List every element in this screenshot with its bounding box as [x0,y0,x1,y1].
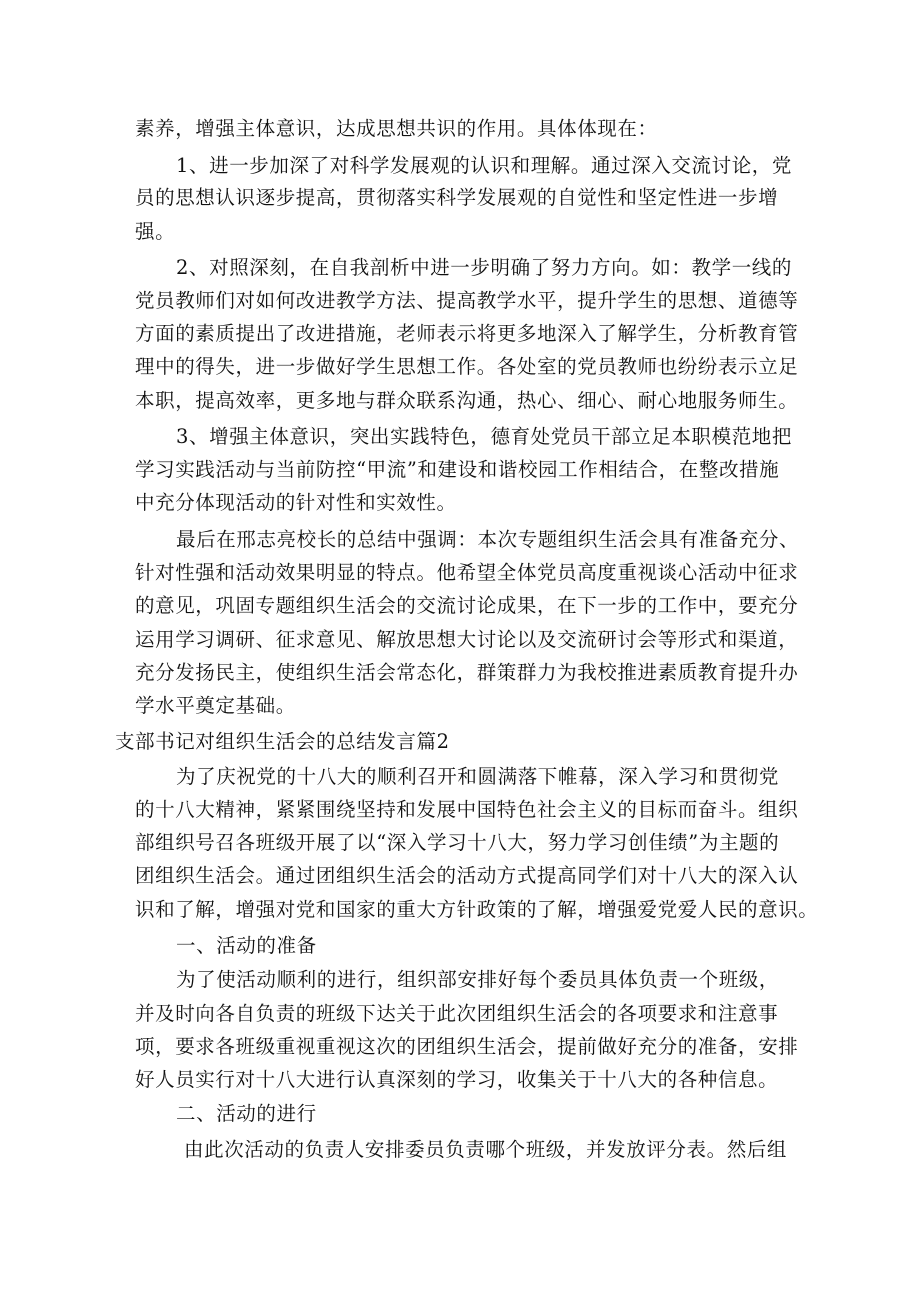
text-line: 学水平奠定基础。 [135,694,296,717]
text-line: 方面的素质提出了改进措施，老师表示将更多地深入了解学生，分析教育管 [135,322,799,345]
text-line: 3、增强主体意识，突出实践特色，德育处党员干部立足本职模范地把 [176,425,793,448]
text-line: 为了庆祝党的十八大的顺利召开和圆满落下帷幕，深入学习和贯彻党 [176,765,780,788]
text-line: 运用学习调研、征求意见、解放思想大讨论以及交流研讨会等形式和渠道， [135,628,799,651]
text-line: 学习实践活动与当前防控“甲流”和建设和谐校园工作相结合，在整改措施 [135,458,780,481]
text-line: 部组织号召各班级开展了以“深入学习十八大，努力学习创佳绩”为主题的 [135,831,780,854]
section-heading: 支部书记对组织生活会的总结发言篇2 [115,730,450,753]
text-line: 理中的得失，进一步做好学生思想工作。各处室的党员教师也纷纷表示立足 [135,355,799,378]
text-line: 中充分体现活动的针对性和实效性。 [135,491,457,514]
text-line: 素养，增强主体意识，达成思想共识的作用。具体体现在： [135,117,658,140]
text-line: 针对性强和活动效果明显的特点。他希望全体党员高度重视谈心活动中征求 [135,561,799,584]
text-line: 团组织生活会。通过团组织生活会的活动方式提高同学们对十八大的深入认 [135,864,799,887]
text-line: 的十八大精神，紧紧围绕坚持和发展中国特色社会主义的目标而奋斗。组织 [135,798,799,821]
text-line: 最后在邢志亮校长的总结中强调：本次专题组织生活会具有准备充分、 [176,528,800,551]
text-line: 强。 [135,220,176,243]
text-line: 好人员实行对十八大进行认真深刻的学习，收集关于十八大的各种信息。 [135,1068,779,1091]
text-line: 员的思想认识逐步提高，贯彻落实科学发展观的自觉性和坚定性进一步增 [135,186,779,209]
text-line: 并及时向各自负责的班级下达关于此次团组织生活会的各项要求和注意事 [135,1002,779,1025]
text-line: 由此次活动的负责人安排委员负责哪个班级，并发放评分表。然后组 [184,1138,788,1161]
subsection-heading: 一、活动的准备 [176,934,317,957]
text-line: 项，要求各班级重视重视这次的团组织生活会，提前做好充分的准备，安排 [135,1035,799,1058]
text-line: 1、进一步加深了对科学发展观的认识和理解。通过深入交流讨论，党 [176,154,793,177]
text-line: 充分发扬民主，使组织生活会常态化，群策群力为我校推进素质教育提升办 [135,661,799,684]
subsection-heading: 二、活动的进行 [176,1102,317,1125]
text-line: 本职，提高效率，更多地与群众联系沟通，热心、细心、耐心地服务师生。 [135,389,799,412]
text-line: 的意见，巩固专题组织生活会的交流讨论成果，在下一步的工作中，要充分 [135,594,799,617]
text-line: 识和了解，增强对党和国家的重大方针政策的了解，增强爱党爱人民的意识。 [135,898,819,921]
text-line: 2、对照深刻，在自我剖析中进一步明确了努力方向。如：教学一线的 [176,256,793,279]
text-line: 为了使活动顺利的进行，组织部安排好每个委员具体负责一个班级， [176,968,780,991]
text-line: 党员教师们对如何改进教学方法、提高教学水平，提升学生的思想、道德等 [135,289,799,312]
